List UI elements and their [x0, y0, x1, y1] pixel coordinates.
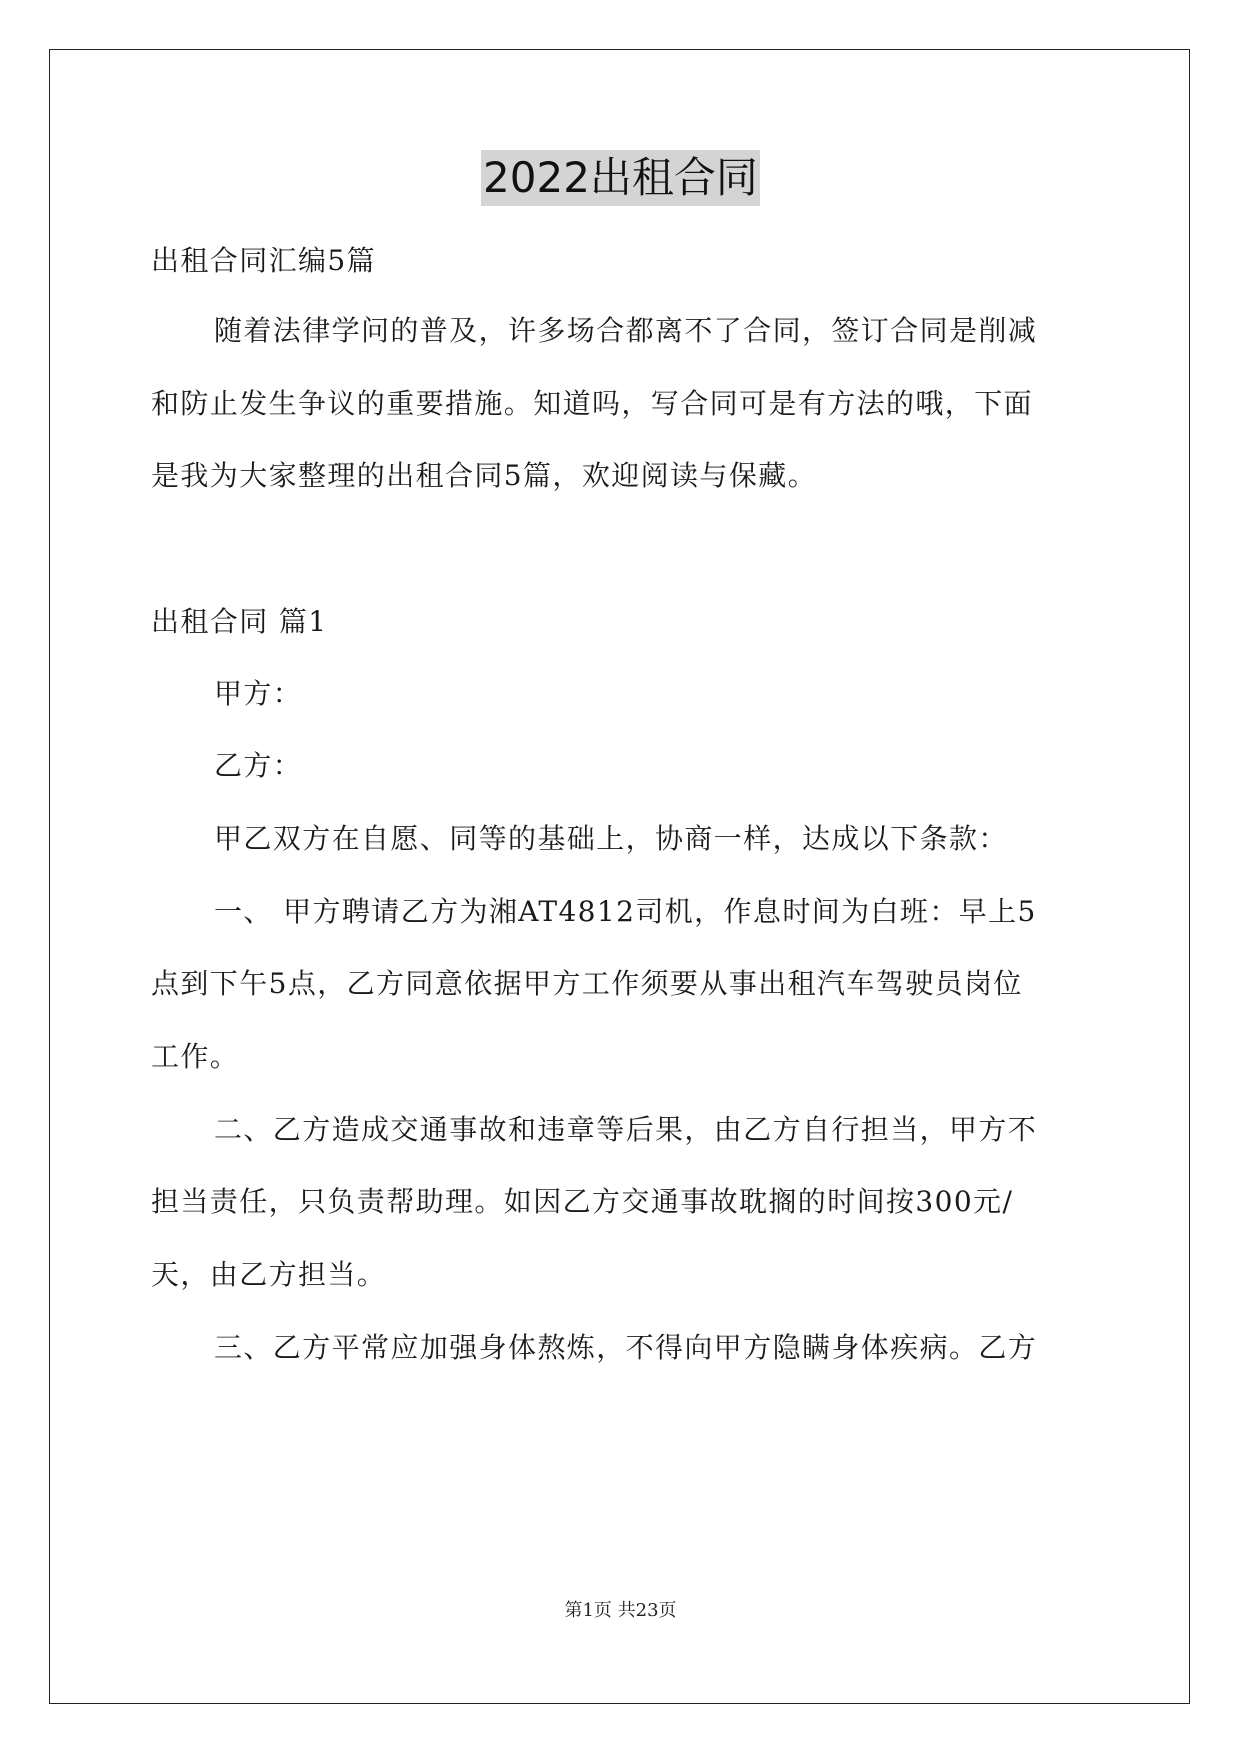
title-wrap	[0, 150, 1241, 206]
agreement-line: 甲乙双方在自愿、同等的基础上，协商一样，达成以下条款：	[214, 822, 1008, 855]
section-heading: 出租合同 篇1	[151, 605, 328, 638]
intro-line-3: 是我为大家整理的出租合同5篇，欢迎阅读与保藏。	[151, 459, 818, 492]
clause-2-line-1: 二、乙方造成交通事故和违章等后果，由乙方自行担当，甲方不	[214, 1113, 1038, 1146]
clause-2-line-2: 担当责任，只负责帮助理。如因乙方交通事故耽搁的时间按300元/	[151, 1185, 1014, 1218]
clause-2-line-3: 天，由乙方担当。	[151, 1258, 387, 1291]
intro-line-1: 随着法律学问的普及，许多场合都离不了合同，签订合同是削减	[214, 314, 1038, 347]
subtitle: 出租合同汇编5篇	[151, 244, 377, 277]
party-b-label: 乙方：	[214, 749, 303, 782]
intro-line-2: 和防止发生争议的重要措施。知道吗，写合同可是有方法的哦，下面	[151, 387, 1034, 420]
page-border	[49, 49, 1190, 1704]
party-a-label: 甲方：	[214, 677, 303, 710]
clause-1-line-1: 一、 甲方聘请乙方为湘AT4812司机，作息时间为白班：早上5	[214, 895, 1037, 928]
clause-1-line-3: 工作。	[151, 1040, 240, 1073]
clause-3-line-1: 三、乙方平常应加强身体熬炼，不得向甲方隐瞒身体疾病。乙方	[214, 1331, 1038, 1364]
document-title: 2022出租合同	[481, 150, 760, 206]
clause-1-line-2: 点到下午5点，乙方同意依据甲方工作须要从事出租汽车驾驶员岗位	[151, 967, 1023, 1000]
page-footer: 第1页 共23页	[564, 1600, 677, 1621]
